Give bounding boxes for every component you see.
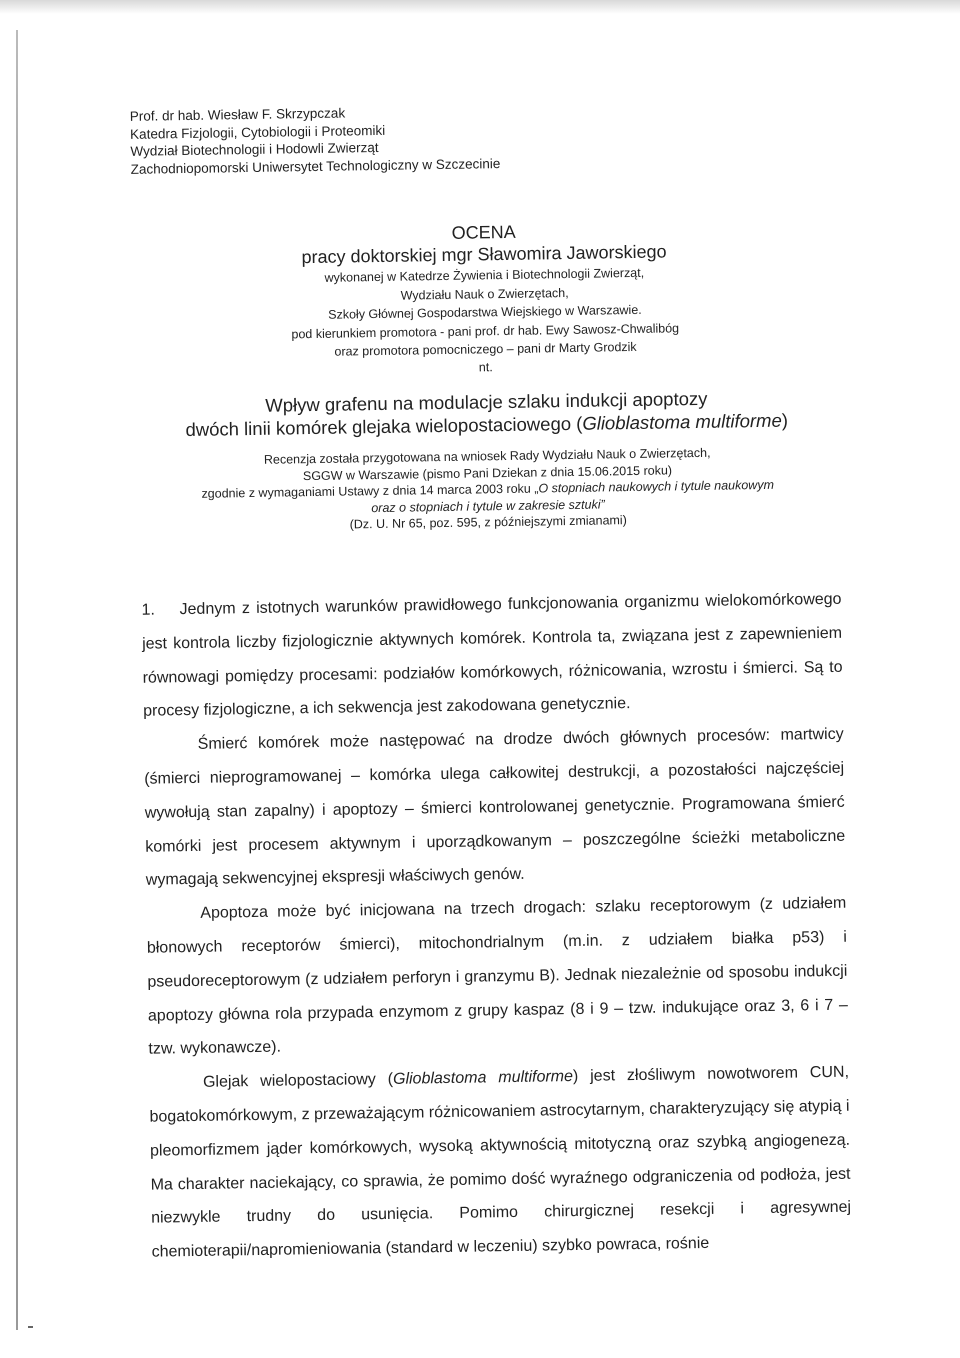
- thesis-details: [124, 261, 845, 365]
- review-note-line: Recenzja została przygotowana na wniosek Rady Wydziału Nauk o Zwierzętach,: [263, 445, 711, 467]
- thesis-detail-line: Szkoły Głównej Gospodarstwa Wiejskiego w Warszawie.: [328, 302, 642, 322]
- review-body: [141, 583, 852, 1270]
- scan-left-edge: [16, 30, 18, 1330]
- review-note-line: SGGW w Warszawie (pismo Pani Dziekan z dnia 15.06.2015 roku): [302, 462, 673, 483]
- paragraph-text: ) jest złośliwym nowotworem CUN, bogatokomórkowym, z przeważającym różnicowaniem astrocytarnym, charakteryzujący się atypią i pleomorfizmem jąder komórkowych, wysoką aktywnością mitotyczną oraz szybką angiogenezą. Ma charakter naciekający, co sprawia, że pomimo dość wyraźnego odgraniczenia od podłoża, jest niezwykle trudny do usunięcia. Pomimo chirurgicznej resekcji i agresywnej chemioterapii/napromieniowania (standard w leczeniu) szybko powraca, rośnie: [149, 1063, 852, 1261]
- author-faculty: Wydział Biotechnologii i Hodowli Zwierząt: [130, 139, 379, 159]
- nt-label: nt.: [478, 360, 493, 375]
- review-note-text: zgodnie z wymaganiami Ustawy z dnia 14 marca 2003 roku „: [201, 481, 539, 501]
- paragraph: [141, 583, 843, 729]
- thesis-title: [126, 385, 847, 442]
- paragraph: [149, 1056, 852, 1270]
- review-note-act-title: O stopniach naukowych i tytule naukowym: [538, 477, 775, 496]
- thesis-detail-line: Wydziału Nauk o Zwierzętach,: [400, 285, 569, 303]
- document-heading: OCENA: [451, 221, 516, 243]
- paragraph: Apoptoza może być inicjowana na trzech drogach: szlaku receptorowym (z udziałem błonowych receptorów śmierci), mitochondrialnym (m.in. z udziałem białka p53) i pseudoreceptorowym (z udziałem perforyn i granzymu B). Jednak niezależnie od sposobu indukcji apoptozy główna rola przypada enzymom z grupy kaspaz (8 i 9 – tzw. indukujące oraz 3, 6 i 7 – tzw. wykonawcze).: [146, 894, 849, 1059]
- review-note: [127, 443, 848, 537]
- thesis-title-line-1: Wpływ grafenu na modulacje szlaku indukcji apoptozy: [265, 387, 708, 416]
- thesis-title-text: dwóch linii komórek glejaka wielopostaciowego (: [185, 412, 583, 441]
- review-note-act-title: oraz o stopniach i tytule w zakresie sztuki”: [371, 496, 605, 515]
- review-note-line: (Dz. U. Nr 65, poz. 595, z późniejszymi zmianami): [349, 513, 627, 532]
- thesis-title-latin: Glioblastoma multiforme: [582, 409, 782, 434]
- paragraph-number: 1.: [141, 601, 156, 619]
- scan-mark: [28, 1326, 33, 1328]
- paragraph: Śmierć komórek może następować na drodze dwóch głównych procesów: martwicy (śmierci nieprogramowanej – komórka ulega całkowitej destrukcji, a pozostałości najczęściej wywołują stan zapalny) i apoptozy – śmierci kontrolowanej genetycznie. Programowana śmierć komórki jest procesem aktywnym i uporządkowanym – poszczególne ścieżki metaboliczne wymagają sekwencyjnej ekspresji właściwych genów.: [144, 725, 846, 890]
- document-subheading: pracy doktorskiej mgr Sławomira Jaworskiego: [301, 241, 667, 268]
- paragraph-text: Jednym z istotnych warunków prawidłowego funkcjonowania organizmu wielokomórkowego jest kontrola liczby fizjologicznie aktywnych komórek. Kontrola ta, związana jest z zapewnieniem równowagi pomiędzy procesami: podziałów komórkowych, różnicowania, wzrostu i śmierci. Są to procesy fizjologiczne, a ich sekwencja jest zakodowana genetycznie.: [141, 590, 843, 721]
- thesis-detail-line: pod kierunkiem promotora - pani prof. dr hab. Ewy Sawosz-Chwalibóg: [291, 320, 680, 341]
- thesis-title-text: ): [781, 409, 789, 431]
- paragraph-text: Glejak wielopostaciowy (: [202, 1071, 394, 1091]
- latin-name: Glioblastoma multiforme: [392, 1068, 574, 1088]
- thesis-detail-line: wykonanej w Katedrze Żywienia i Biotechnologii Zwierząt,: [324, 265, 645, 285]
- author-university: Zachodniopomorski Uniwersytet Technologiczny w Szczecinie: [130, 155, 501, 177]
- author-department: Katedra Fizjologii, Cytobiologii i Proteomiki: [129, 122, 386, 142]
- author-header: [130, 102, 501, 178]
- document-page: [120, 0, 861, 1358]
- author-name: Prof. dr hab. Wiesław F. Skrzypczak: [129, 105, 346, 124]
- thesis-detail-line: oraz promotora pomocniczego – pani dr Marty Grodzik: [334, 339, 637, 359]
